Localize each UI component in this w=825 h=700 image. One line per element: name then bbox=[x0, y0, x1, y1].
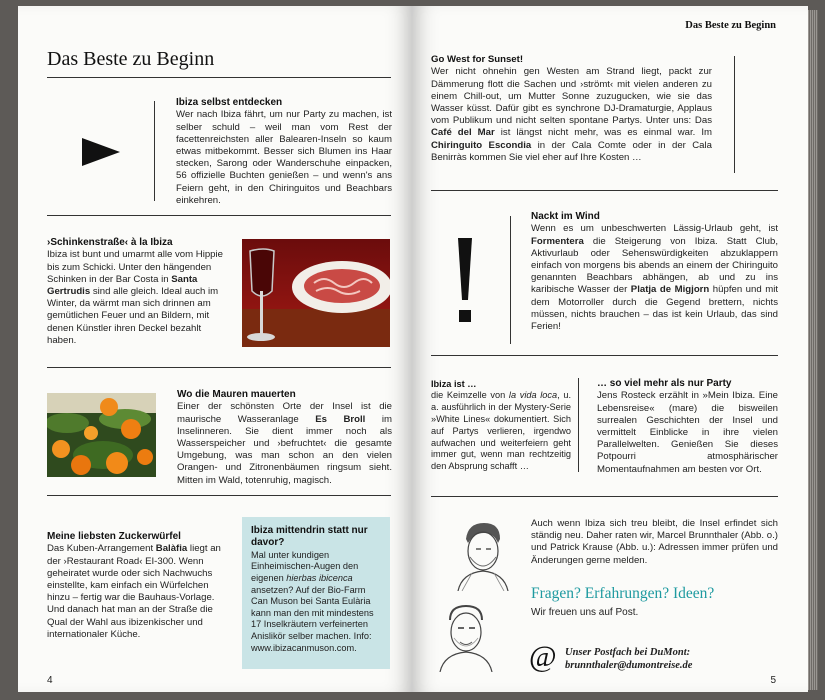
zucker-body: Das Kuben-Arrangement Balàfia liegt an der ›Restaurant Road‹ EI-300. Wenn geheiratet wurde oder sich Nachwuchs einstellte, kam einfach ein Würfelchen hinzu – fertig war die Bauhaus-Vorlage. Und danach hat man an der Straße die Qual der Wahl aus ibizenkischer und internationaler Küche. bbox=[47, 543, 221, 640]
mauren-body: Einer der schönsten Orte der Insel ist die maurische Wasseranlage Es Broll im Inselinneren. Sie dient immer noch als Wasserspeicher und ›befruchtet‹ die gesamte Umgebung, was man schon an den vielen Orangen- und Zitronenbäumen ringsum sieht. Mitten im Wald, totenruhig, magisch. bbox=[177, 401, 392, 486]
schinken-body: Ibiza ist bunt und umarmt alle vom Hippie bis zum Schicki. Unter den hängenden Schinken in der Bar Costa in Santa Gertrudis sind alle gleich. Ideal auch im Winter, da wärmt man sich drinnen am gemütlichen Feuer und an Bildern, mit denen Künstler ihren Deckel bezahlt haben. bbox=[47, 249, 223, 346]
right-page bbox=[412, 6, 808, 692]
schinken-heading: ›Schinkenstraße‹ à la Ibiza bbox=[47, 237, 173, 248]
ham-wine-photo bbox=[242, 239, 390, 347]
nackt-heading: Nackt im Wind bbox=[531, 211, 600, 222]
freuen-text: Wir freuen uns auf Post. bbox=[531, 607, 639, 618]
mauren-block bbox=[177, 389, 392, 487]
gowest-body: Wer nicht ohnehin gen Westen am Strand liegt, packt zur Dämmerung flott die Sachen und ›strömt‹ mit vielen anderen zu einem Chill-out, um Mutter Sonne zuzugucken, wie sie das Wasser küsst. Dafür gibt es synchrone DJ-Dramaturgie, Applaus vom Publikum und nicht selten spontane Partys. Unter uns: Das Café del Mar ist längst nicht mehr, was es einmal war. Im Chiringuito Escondia in der Cala Comte oder in der Cala Benirràs kommen Sie viel eher auf Ihre Kosten … bbox=[431, 66, 712, 163]
mittendrin-heading: Ibiza mittendrin statt nur davor? bbox=[251, 525, 368, 549]
page-title: Das Beste zu Beginn bbox=[47, 48, 215, 70]
rule-r3 bbox=[431, 496, 778, 497]
orange-tree-photo bbox=[47, 393, 156, 477]
schinken-block bbox=[47, 237, 232, 347]
running-header: Das Beste zu Beginn bbox=[685, 20, 776, 31]
nackt-vline bbox=[510, 216, 511, 344]
rule-r1 bbox=[431, 190, 778, 191]
gowest-vline bbox=[734, 56, 735, 173]
page-number-right: 5 bbox=[770, 675, 776, 686]
gowest-block bbox=[431, 54, 712, 164]
rule-1 bbox=[47, 215, 391, 216]
left-page bbox=[18, 6, 412, 692]
ibiza-ist-block bbox=[431, 378, 571, 473]
title-rule bbox=[47, 77, 391, 78]
zucker-heading: Meine liebsten Zuckerwürfel bbox=[47, 531, 181, 542]
mittendrin-box bbox=[242, 517, 390, 669]
exclamation-icon bbox=[454, 238, 476, 326]
arrow-right-icon bbox=[82, 138, 122, 166]
author-portrait-brunnthaler bbox=[452, 517, 514, 591]
gowest-heading: Go West for Sunset! bbox=[431, 54, 524, 65]
rule-3 bbox=[47, 495, 391, 496]
mehr-body: Jens Rosteck erzählt in »Mein Ibiza. Eine Lebensreise« (mare) die bisweilen surrealen Geschichten der Insel und vermittelt Einblicke in ihre vielen Parallelwelten. Genießen Sie dieses Potpourri atmosphärischer Momentaufnahmen am besten vor Ort. bbox=[597, 390, 778, 475]
mehr-block bbox=[597, 378, 778, 476]
rule-r2 bbox=[431, 355, 778, 356]
book-edge bbox=[808, 10, 818, 690]
ibiza-selbst-body: Wer nach Ibiza fährt, um nur Party zu machen, ist selber schuld – weil man vom Rest der facettenreichsten aller Balearen-Inseln so kaum etwas mitbekommt. Besser sich Blumen ins Haar stecken, Sarong oder Wanderschuhe einpacken, 56 offizielle Buchten genießen – und wenn's ans Feiern geht, in den Chiringuitos und Beachbars einkehren. bbox=[176, 109, 392, 206]
mittendrin-body: Mal unter kundigen Einheimischen-Augen den eigenen hierbas ibicenca ansetzen? Auf der Bio-Farm Can Muson bei Santa Eulària kann man den mit mindestens 17 Inselkräutern verfeinerten Anislikör selber machen. Info: www.ibizacanmuson.com. bbox=[251, 549, 374, 653]
page-number-left: 4 bbox=[47, 675, 53, 686]
mehr-heading: … so viel mehr als nur Party bbox=[597, 378, 732, 389]
at-sign-icon: @ bbox=[529, 640, 557, 673]
author-portrait-krause bbox=[436, 598, 496, 672]
authors-text bbox=[531, 518, 778, 567]
authors-body: Auch wenn Ibiza sich treu bleibt, die Insel erfindet sich ständig neu. Daher raten wir, Marcel Brunnthaler (Abb. o.) und Patrick Krause (Abb. u.): Adressen immer prüfen und Änderungen gerne melden. bbox=[531, 518, 778, 566]
nackt-block bbox=[531, 211, 778, 333]
postfach-label: Unser Postfach bei DuMont: bbox=[565, 647, 691, 658]
email-link[interactable]: brunnthaler@dumontreise.de bbox=[565, 660, 693, 671]
nackt-body: Wenn es um unbeschwerten Lässig-Urlaub geht, ist Formentera die Steigerung von Ibiza. Statt Club, Aktivurlaub oder Sehenswürdigkeiten abzuklappern einfach von morgens bis abends an einem der Chiringuito genannten Beachbars abhängen, ab und zu ins karibische Wasser der Platja de Migjorn hüpfen und mit dem Motorroller durch die Gegend brettern, nichts müssen, nichts brauchen – das ist kein Urlaub, das sind Ferien! bbox=[531, 223, 778, 333]
rule-2 bbox=[47, 367, 391, 368]
zucker-block bbox=[47, 531, 232, 641]
ibiza-ist-heading: Ibiza ist … bbox=[431, 379, 477, 389]
ibiza-ist-vline bbox=[578, 378, 579, 472]
ibiza-selbst-vline bbox=[154, 101, 155, 201]
ibiza-ist-body: die Keimzelle von la vida loca, u. a. ausführlich in der Mystery-Serie »White Lines« dokumentiert. Sich auf Partys verlieren, irgendwo aufwachen und weiterfeiern geht immer gut, wenn man rechtzeitig den Absprung schafft … bbox=[431, 390, 571, 472]
fragen-heading: Fragen? Erfahrungen? Ideen? bbox=[531, 585, 715, 602]
ibiza-selbst-block bbox=[176, 97, 392, 207]
mauren-heading: Wo die Mauren mauerten bbox=[177, 389, 296, 400]
ibiza-selbst-heading: Ibiza selbst entdecken bbox=[176, 97, 283, 108]
